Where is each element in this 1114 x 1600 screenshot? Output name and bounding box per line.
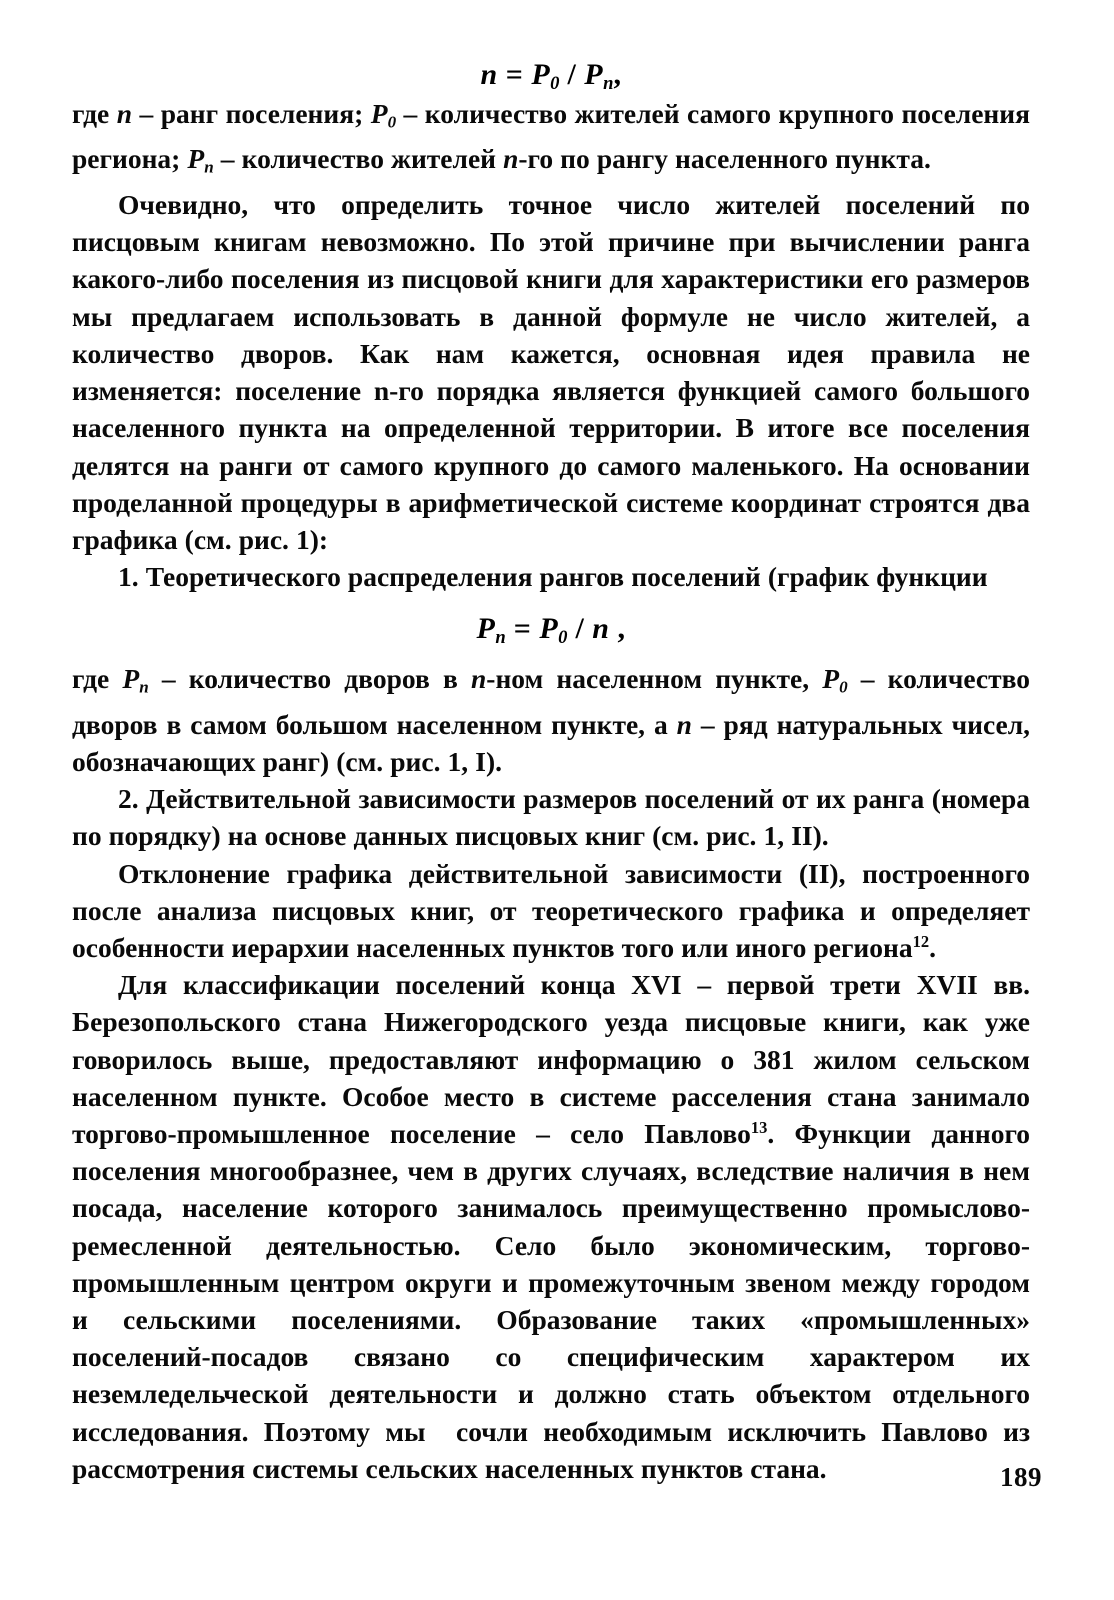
p6-text: Отклонение графика действительной зависимости (II), построенного после анализа писцовых книг, от теоретического графика и определяет особенности иерархии населенных пунктов того или иного региона <box>72 857 1030 963</box>
p4-var-n: n <box>471 663 487 695</box>
formula2-divisor: n <box>592 612 610 646</box>
formula2-equals: = <box>513 612 532 646</box>
footnote-marker-12: 12 <box>912 931 930 951</box>
formula1-lhs: n <box>480 58 498 91</box>
p7-text-a: Для классификации поселений конца XVI – первой трети XVII вв. Березопольского стана Нижегородского уезда писцовые книги, как уже говорилось выше, предоставляют информацию о 381 жилом сельском населенном пункте. Особое место в системе расселения стана занимало торгово-промышленное поселение – село Павлово <box>72 969 1030 1149</box>
p1-text-d: – количество жителей <box>213 143 504 175</box>
formula1-comma: , <box>613 58 622 91</box>
p4-text-a: где <box>72 663 123 695</box>
p1-text-b: – ранг поселения; <box>132 97 371 129</box>
p4-text-d: – количество дворов в самом большом населенном пункте, а <box>72 663 1030 740</box>
page-text-block <box>72 0 1030 1487</box>
paragraph-item-one: 1. Теоретического распределения рангов поселений (график функции <box>118 561 988 593</box>
p1-text-e: -го по рангу населенного пункта. <box>518 143 931 175</box>
display-formula-pn <box>72 612 1030 649</box>
p1-text-c: – количество жителей самого крупного поселения региона; <box>72 97 1030 175</box>
formula1-slash: / <box>567 58 577 91</box>
p7-text-c: сочли необходимым исключить Павлово из рассмотрения системы сельских населенных пунктов стана. <box>72 1415 1030 1484</box>
footnote-marker-13: 13 <box>750 1117 768 1137</box>
page-number: 189 <box>1000 1462 1042 1492</box>
p7-double-space <box>425 1416 456 1447</box>
display-formula-rank <box>72 58 1030 95</box>
paragraph-definition-variables <box>72 95 1030 186</box>
p1-text-a: где <box>72 97 117 129</box>
p4-text-b: – количество дворов в <box>148 663 471 695</box>
formula2-slash: / <box>575 612 585 646</box>
formula2-p0: $P_0$ <box>539 612 568 649</box>
paragraph-deviation <box>72 855 1030 967</box>
p4-var-n2: n <box>676 708 692 740</box>
p4-var-pn: $P_n$ <box>122 663 149 697</box>
paragraph-definition-pn <box>72 660 1030 780</box>
p4-text-c: -ном населенном пункте, <box>486 663 823 695</box>
p1-var-n: n <box>116 97 133 129</box>
formula1-equals: = <box>505 58 524 91</box>
formula1-pn: $P_n$ <box>584 58 614 94</box>
p1-var-p0: $P_0$ <box>370 97 397 132</box>
p6-tail: . <box>929 931 936 963</box>
p1-var-n2: n <box>503 143 519 175</box>
p4-var-p0: $P_0$ <box>822 663 848 697</box>
paragraph-item-two: 2. Действительной зависимости размеров поселений от их ранга (номера по порядку) на основе данных писцовых книг (см. рис. 1, II). <box>72 783 1030 852</box>
p4-text-e: – ряд натуральных чисел, обозначающих ранг) (см. рис. 1, I). <box>72 708 1030 777</box>
formula2-comma: , <box>617 612 626 646</box>
formula2-lhs: $P_n$ <box>476 612 506 649</box>
paragraph-pavlovo <box>72 966 1030 1487</box>
p1-var-pn: $P_n$ <box>187 143 214 177</box>
formula1-p0: $P_0$ <box>531 58 560 94</box>
p7-text-b: . Функции данного поселения многообразнее, чем в других случаях, вследствие наличия в нем посада, население которого занималось преимущественно промыслово-ремесленной деятельностью. Село было экономическим, торгово-промышленным центром округи и промежуточным звеном между городом и сельскими поселениями. Образование таких «промышленных» поселений-посадов связано со специфическим характером их неземледельческой деятельности и должно стать объектом отдельного исследования. Поэтому мы <box>72 1118 1030 1447</box>
paragraph-obviously: Очевидно, что определить точное число жителей поселений по писцовым книгам невозможно. По этой причине при вычислении ранга какого-либо поселения из писцовой книги для характеристики его размеров мы предлагаем использовать в данной формуле не число жителей, а количество дворов. Как нам кажется, основная идея правила не изменяется: поселение n-го порядка является функцией самого большого населенного пункта на определенной территории. В итоге все поселения делятся на ранги от самого крупного до самого маленького. На основании проделанной процедуры в арифметической системе координат строятся два графика (см. рис. 1): <box>72 189 1030 555</box>
